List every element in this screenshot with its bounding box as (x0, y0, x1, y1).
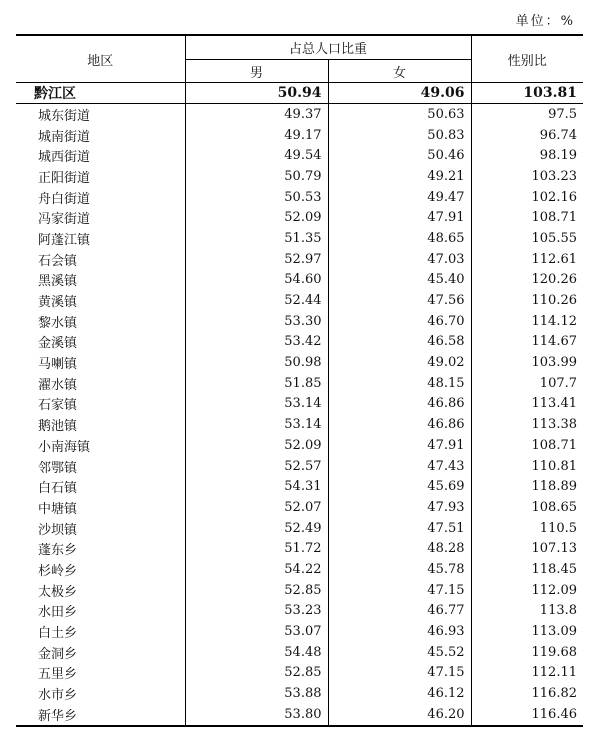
row-female: 47.43 (328, 456, 471, 477)
row-name: 黎水镇 (16, 311, 185, 332)
row-male: 50.79 (185, 166, 328, 187)
row-ratio: 107.7 (539, 375, 578, 391)
row-male: 52.07 (185, 497, 328, 518)
row-ratio: 98.19 (539, 148, 578, 164)
row-male: 52.97 (185, 249, 328, 270)
row-name: 阿蓬江镇 (16, 228, 185, 249)
table-row (16, 166, 583, 187)
row-name: 石会镇 (16, 249, 185, 270)
row-ratio: 103.23 (531, 168, 578, 184)
row-name: 舟白街道 (16, 187, 185, 208)
row-name: 金洞乡 (16, 642, 185, 663)
row-ratio: 108.65 (531, 499, 578, 515)
row-name: 城东街道 (16, 104, 185, 125)
unit-label: 单位：% (515, 14, 575, 29)
row-male: 53.80 (185, 704, 328, 726)
row-ratio: 112.61 (531, 251, 578, 267)
row-female: 49.21 (328, 166, 471, 187)
row-female: 50.63 (328, 104, 471, 125)
row-name: 马喇镇 (16, 352, 185, 373)
table-row (16, 456, 583, 477)
table-row (16, 704, 583, 726)
row-female: 45.52 (328, 642, 471, 663)
table-row (16, 497, 583, 518)
table-row (16, 373, 583, 394)
table-row (16, 187, 583, 208)
row-female: 46.93 (328, 621, 471, 642)
row-ratio: 108.71 (531, 210, 578, 226)
table-row-total (16, 83, 583, 104)
row-name: 濯水镇 (16, 373, 185, 394)
row-male: 51.72 (185, 538, 328, 559)
header-ratio: 性别比 (471, 35, 583, 83)
row-ratio: 96.74 (539, 127, 578, 143)
table-row (16, 249, 583, 270)
row-female: 46.20 (328, 704, 471, 726)
row-male: 52.09 (185, 207, 328, 228)
table-row (16, 435, 583, 456)
row-ratio: 113.8 (539, 603, 578, 619)
row-female: 46.86 (328, 394, 471, 415)
row-name: 金溪镇 (16, 332, 185, 353)
row-male: 53.14 (185, 394, 328, 415)
table-row (16, 663, 583, 684)
row-ratio: 116.46 (471, 704, 583, 726)
row-female: 49.02 (328, 352, 471, 373)
row-female: 46.86 (328, 414, 471, 435)
row-female: 47.15 (328, 580, 471, 601)
row-ratio: 118.89 (531, 479, 578, 495)
row-male: 53.23 (185, 601, 328, 622)
row-ratio: 103.99 (531, 355, 578, 371)
row-female: 47.56 (328, 290, 471, 311)
row-name: 邻鄂镇 (16, 456, 185, 477)
row-male: 54.22 (185, 559, 328, 580)
row-female: 45.78 (328, 559, 471, 580)
row-name: 黄溪镇 (16, 290, 185, 311)
table-row (16, 352, 583, 373)
row-male: 51.85 (185, 373, 328, 394)
row-name: 黑溪镇 (16, 270, 185, 291)
row-ratio: 107.13 (531, 541, 578, 557)
row-ratio: 97.5 (548, 106, 578, 122)
row-female: 47.51 (328, 518, 471, 539)
row-ratio: 105.55 (531, 230, 578, 246)
table-row (16, 270, 583, 291)
row-female: 48.15 (328, 373, 471, 394)
row-male: 49.37 (185, 104, 328, 125)
row-ratio: 119.68 (531, 644, 578, 660)
table-row (16, 601, 583, 622)
row-name: 黔江区 (16, 83, 185, 104)
row-female: 50.46 (328, 145, 471, 166)
header-female: 女 (328, 60, 471, 83)
row-ratio: 113.38 (531, 417, 578, 433)
row-female: 50.83 (328, 125, 471, 146)
table-row (16, 125, 583, 146)
row-male: 53.07 (185, 621, 328, 642)
row-male: 53.42 (185, 332, 328, 353)
row-female: 47.15 (328, 663, 471, 684)
table-row (16, 580, 583, 601)
table-row (16, 311, 583, 332)
table-row (16, 683, 583, 704)
row-ratio: 120.26 (531, 272, 578, 288)
header-share: 占总人口比重 (185, 35, 471, 60)
row-male: 53.14 (185, 414, 328, 435)
row-name: 石家镇 (16, 394, 185, 415)
row-name: 杉岭乡 (16, 559, 185, 580)
row-male: 50.98 (185, 352, 328, 373)
table-row (16, 642, 583, 663)
header-region: 地区 (16, 35, 185, 83)
table-row (16, 104, 583, 125)
row-ratio: 113.41 (531, 396, 578, 412)
row-female: 46.77 (328, 601, 471, 622)
row-female: 46.70 (328, 311, 471, 332)
table-row (16, 207, 583, 228)
row-ratio: 110.5 (539, 520, 578, 536)
row-male: 49.17 (185, 125, 328, 146)
row-male: 54.31 (185, 476, 328, 497)
table-row (16, 145, 583, 166)
row-male: 53.30 (185, 311, 328, 332)
row-ratio: 102.16 (531, 189, 578, 205)
table-row (16, 332, 583, 353)
row-female: 45.40 (328, 270, 471, 291)
population-sex-table (16, 34, 583, 727)
row-ratio: 110.81 (531, 458, 578, 474)
row-name: 白石镇 (16, 476, 185, 497)
row-male: 50.53 (185, 187, 328, 208)
row-female: 47.91 (328, 207, 471, 228)
row-name: 城西街道 (16, 145, 185, 166)
table-row (16, 414, 583, 435)
row-female: 47.03 (328, 249, 471, 270)
row-female: 47.93 (328, 497, 471, 518)
row-female: 48.28 (328, 538, 471, 559)
row-female: 46.58 (328, 332, 471, 353)
row-ratio: 108.71 (531, 437, 578, 453)
row-male: 52.49 (185, 518, 328, 539)
row-male: 50.94 (185, 83, 328, 104)
row-name: 正阳街道 (16, 166, 185, 187)
table-row (16, 518, 583, 539)
row-ratio: 103.81 (471, 83, 583, 104)
row-name: 蓬东乡 (16, 538, 185, 559)
row-name: 鹅池镇 (16, 414, 185, 435)
row-male: 52.85 (185, 580, 328, 601)
row-ratio: 118.45 (531, 561, 578, 577)
row-male: 54.48 (185, 642, 328, 663)
row-male: 49.54 (185, 145, 328, 166)
row-ratio: 112.11 (531, 665, 578, 681)
header-male: 男 (185, 60, 328, 83)
row-name: 水市乡 (16, 683, 185, 704)
row-male: 52.09 (185, 435, 328, 456)
row-name: 水田乡 (16, 601, 185, 622)
row-female: 45.69 (328, 476, 471, 497)
row-name: 五里乡 (16, 663, 185, 684)
row-male: 52.44 (185, 290, 328, 311)
row-name: 城南街道 (16, 125, 185, 146)
row-name: 中塘镇 (16, 497, 185, 518)
table-row (16, 394, 583, 415)
row-ratio: 110.26 (531, 293, 578, 309)
row-female: 49.06 (328, 83, 471, 104)
row-male: 51.35 (185, 228, 328, 249)
row-name: 白土乡 (16, 621, 185, 642)
row-name: 新华乡 (16, 704, 185, 726)
row-ratio: 116.82 (531, 686, 578, 702)
table-row (16, 559, 583, 580)
row-name: 沙坝镇 (16, 518, 185, 539)
row-male: 52.57 (185, 456, 328, 477)
row-name: 太极乡 (16, 580, 185, 601)
table-row (16, 621, 583, 642)
row-female: 46.12 (328, 683, 471, 704)
row-female: 48.65 (328, 228, 471, 249)
row-male: 54.60 (185, 270, 328, 291)
row-female: 49.47 (328, 187, 471, 208)
row-male: 52.85 (185, 663, 328, 684)
table-row (16, 538, 583, 559)
row-name: 冯家街道 (16, 207, 185, 228)
table-row (16, 476, 583, 497)
table-row (16, 228, 583, 249)
row-name: 小南海镇 (16, 435, 185, 456)
row-ratio: 112.09 (531, 582, 578, 598)
row-ratio: 114.12 (531, 313, 578, 329)
table-row (16, 290, 583, 311)
row-male: 53.88 (185, 683, 328, 704)
row-female: 47.91 (328, 435, 471, 456)
row-ratio: 113.09 (531, 624, 578, 640)
row-ratio: 114.67 (531, 334, 578, 350)
